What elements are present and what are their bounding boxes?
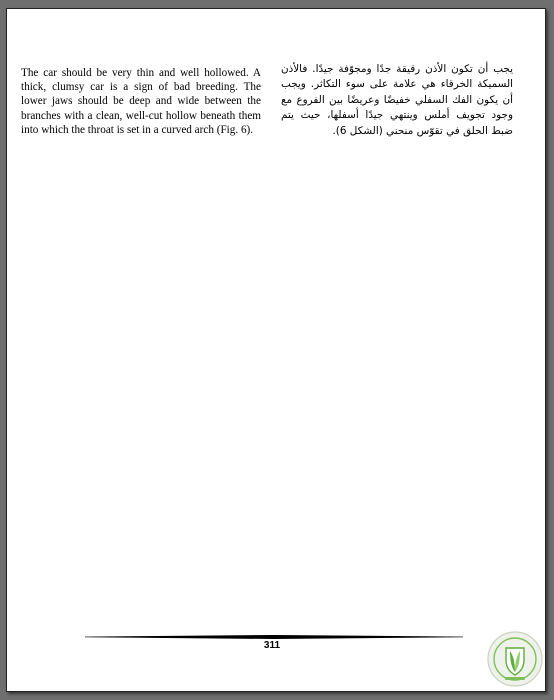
leaf-shield-logo-icon	[486, 630, 544, 688]
english-paragraph: The car should be very thin and well hollowed. A thick, clumsy car is a sign of bad breeding. The lower jaws should be deep and wide between the branches with a clean, well-cut hollow beneath them into which the throat is set in a curved arch (Fig. 6).	[21, 67, 261, 136]
arabic-paragraph: يجب أن تكون الأذن رقيقة جدًا ومجوّفة جيدًا. فالأذن السميكة الخرقاء هي علامة على سوء التكاثر. ويجب أن يكون الفك السفلي خفيضًا وعريضًا بين الفروع مع وجود تجويف أملس وينتهي جيدًا أسفلها، حيث يتم ضبط الحلق في تقوّس منحني (الشكل 6).	[281, 63, 513, 137]
document-page	[6, 8, 546, 692]
page-number: 311	[263, 640, 281, 651]
footer-divider	[85, 635, 463, 639]
